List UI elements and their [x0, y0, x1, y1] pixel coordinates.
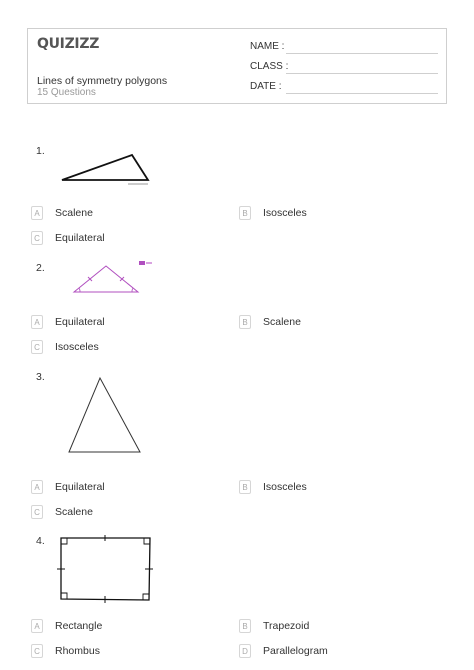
name-field[interactable]	[250, 41, 284, 52]
option-text: Isosceles	[263, 481, 307, 493]
option-text: Scalene	[55, 506, 93, 518]
option-letter: B	[239, 315, 251, 329]
option-letter: C	[31, 231, 43, 245]
worksheet-title: Lines of symmetry polygons	[37, 75, 168, 87]
scalene-triangle-image	[58, 150, 154, 188]
rectangle-image	[54, 533, 156, 605]
option-letter: A	[31, 480, 43, 494]
question-2-option-a[interactable]	[31, 315, 105, 329]
option-text: Rhombus	[55, 645, 100, 657]
date-label: DATE :	[250, 81, 282, 92]
question-4-number: 4.	[36, 535, 45, 547]
option-letter: A	[31, 315, 43, 329]
option-text: Scalene	[55, 207, 93, 219]
acute-triangle-image	[64, 374, 146, 456]
option-letter: D	[239, 644, 251, 658]
logo-mark	[146, 262, 152, 264]
class-line	[286, 73, 438, 74]
option-letter: C	[31, 505, 43, 519]
question-1-option-c[interactable]	[31, 231, 105, 245]
worksheet-header	[27, 28, 447, 104]
question-2-option-b[interactable]	[239, 315, 301, 329]
question-4-option-c[interactable]	[31, 644, 100, 658]
question-1-option-b[interactable]	[239, 206, 307, 220]
quizizz-logo: QUIZIZZ	[37, 36, 100, 52]
purple-triangle-image	[68, 258, 156, 298]
name-label: NAME :	[250, 41, 285, 52]
option-letter: B	[239, 480, 251, 494]
date-line	[286, 93, 438, 94]
option-letter: B	[239, 619, 251, 633]
option-text: Isosceles	[55, 341, 99, 353]
option-text: Rectangle	[55, 620, 103, 632]
question-4-option-a[interactable]	[31, 619, 102, 633]
option-text: Isosceles	[263, 207, 307, 219]
option-letter: A	[31, 619, 43, 633]
option-text: Equilateral	[55, 481, 105, 493]
question-2-option-c[interactable]	[31, 340, 99, 354]
question-3-option-b[interactable]	[239, 480, 307, 494]
class-field[interactable]	[250, 61, 288, 72]
option-letter: C	[31, 644, 43, 658]
question-4-option-b[interactable]	[239, 619, 309, 633]
question-1-option-a[interactable]	[31, 206, 93, 220]
question-3-option-c[interactable]	[31, 505, 93, 519]
class-label: CLASS :	[250, 61, 289, 72]
option-letter: B	[239, 206, 251, 220]
question-2-number: 2.	[36, 262, 45, 274]
option-letter: A	[31, 206, 43, 220]
date-field[interactable]	[250, 81, 281, 92]
question-1-number: 1.	[36, 145, 45, 157]
question-count: 15 Questions	[37, 87, 96, 98]
option-letter: C	[31, 340, 43, 354]
watermark-mark	[128, 183, 148, 185]
question-4-option-d[interactable]	[239, 644, 328, 658]
question-3-number: 3.	[36, 371, 45, 383]
question-3-option-a[interactable]	[31, 480, 105, 494]
option-text: Scalene	[263, 316, 301, 328]
logo-mark	[139, 261, 145, 265]
option-text: Equilateral	[55, 316, 105, 328]
option-text: Parallelogram	[263, 645, 328, 657]
option-text: Trapezoid	[263, 620, 310, 632]
name-line	[286, 53, 438, 54]
option-text: Equilateral	[55, 232, 105, 244]
